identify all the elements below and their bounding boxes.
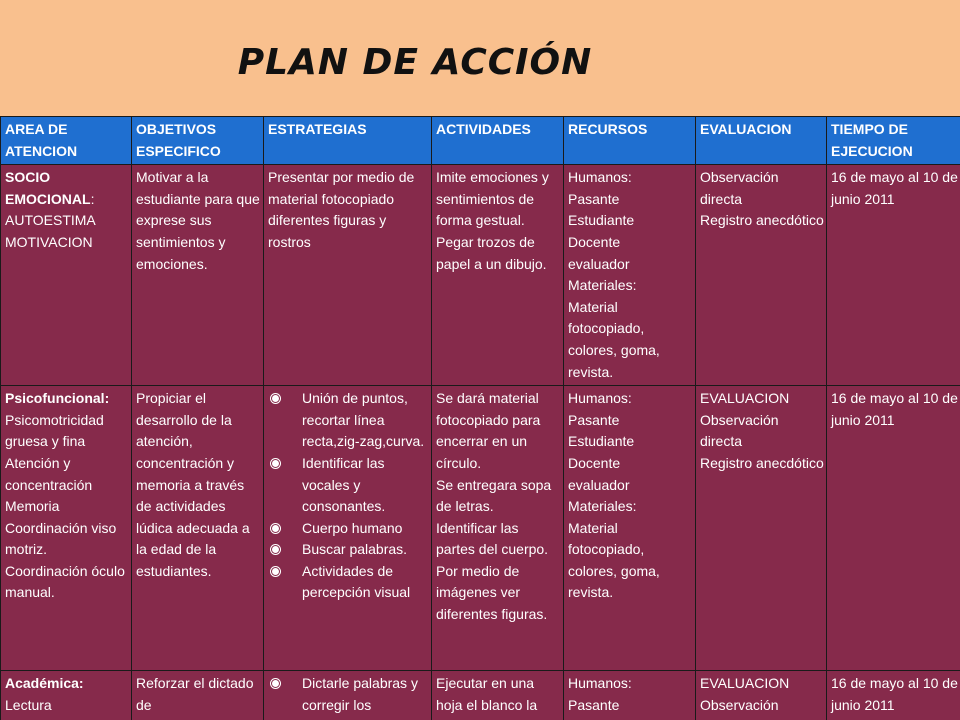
action-plan-table (0, 116, 960, 720)
header-recursos: RECURSOS (564, 117, 696, 165)
cell-objetivo: Motivar a la estudiante para que exprese sus sentimientos y emociones. (132, 165, 264, 386)
list-item: Dictarle palabras y corregir los (268, 673, 429, 716)
cell-evaluacion: EVALUACION Observación directa Registro anecdótico (696, 386, 827, 671)
cell-area: SOCIO EMOCIONAL: AUTOESTIMA MOTIVACION (1, 165, 132, 386)
cell-actividades: Se dará material fotocopiado para encerrar en un círculo. Se entregara sopa de letras. Identificar las partes del cuerpo. Por medio de imágenes ver diferentes figuras. (432, 386, 564, 671)
header-estrategias: ESTRATEGIAS (264, 117, 432, 165)
table-row (1, 165, 960, 386)
cell-tiempo: 16 de mayo al 10 de junio 2011 (827, 671, 960, 720)
cell-estrategias: Presentar por medio de material fotocopiado diferentes figuras y rostros (264, 165, 432, 386)
cell-objetivo: Reforzar el dictado de (132, 671, 264, 720)
cell-tiempo: 16 de mayo al 10 de junio 2011 (827, 386, 960, 671)
cell-estrategias (264, 386, 432, 671)
cell-recursos: Humanos: Pasante Estudiante Docente evaluador Materiales: Material fotocopiado, colores, goma, revista. (564, 165, 696, 386)
cell-actividades: Imite emociones y sentimientos de forma gestual. Pegar trozos de papel a un dibujo. (432, 165, 564, 386)
cell-evaluacion: Observación directa Registro anecdótico (696, 165, 827, 386)
table-row (1, 386, 960, 671)
header-evaluacion: EVALUACION (696, 117, 827, 165)
cell-estrategias (264, 671, 432, 720)
header-tiempo: TIEMPO DE EJECUCION (827, 117, 960, 165)
header-objetivos: OBJETIVOS ESPECIFICO (132, 117, 264, 165)
cell-recursos: Humanos: Pasante (564, 671, 696, 720)
cell-area: Académica: Lectura (1, 671, 132, 720)
list-item: Cuerpo humano (268, 518, 429, 540)
page-title: PLAN DE ACCIÓN (237, 42, 593, 83)
header-actividades: ACTIVIDADES (432, 117, 564, 165)
cell-evaluacion: EVALUACION Observación (696, 671, 827, 720)
cell-recursos: Humanos: Pasante Estudiante Docente evaluador Materiales: Material fotocopiado, colores, goma, revista. (564, 386, 696, 671)
list-item: Unión de puntos, recortar línea recta,zig-zag,curva. (268, 388, 429, 453)
cell-actividades: Ejecutar en una hoja el blanco la (432, 671, 564, 720)
list-item: Buscar palabras. (268, 539, 429, 561)
header-area: AREA DE ATENCION (1, 117, 132, 165)
cell-objetivo: Propiciar el desarrollo de la atención, concentración y memoria a través de actividades lúdica adecuada a la edad de la estudiantes. (132, 386, 264, 671)
list-item: Identificar las vocales y consonantes. (268, 453, 429, 518)
cell-area: Psicofuncional: Psicomotricidad gruesa y fina Atención y concentración Memoria Coordinación viso motriz. Coordinación óculo manual. (1, 386, 132, 671)
header-row (1, 117, 960, 165)
table-row (1, 671, 960, 720)
list-item: Actividades de percepción visual (268, 561, 429, 604)
cell-tiempo: 16 de mayo al 10 de junio 2011 (827, 165, 960, 386)
